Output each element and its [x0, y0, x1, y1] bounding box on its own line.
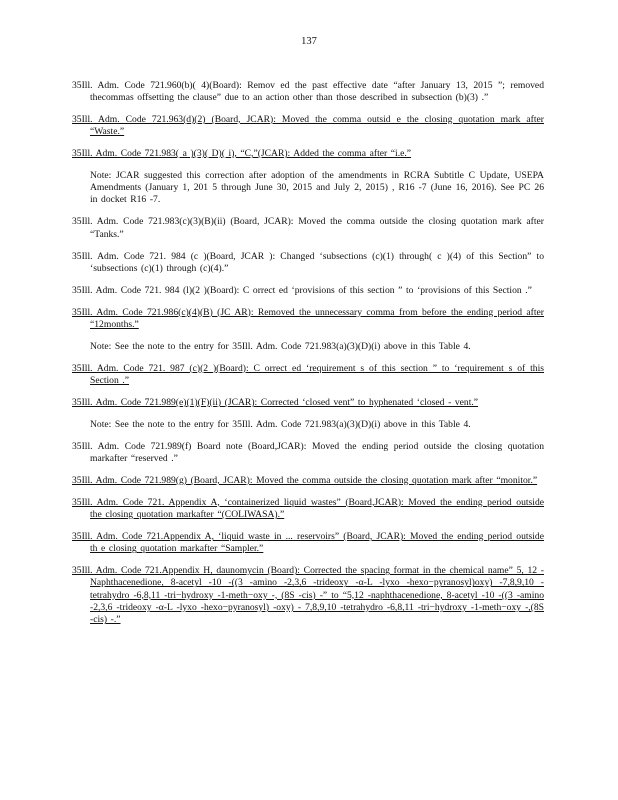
list-item: 35Ill. Adm. Code 721.983( a )(3)( D)( i), “C,”(JCAR): Added the comma after “i.e.”	[72, 147, 412, 159]
list-item: 35Ill. Adm. Code 721.Appendix H, daunomycin (Board): Corrected the spacing format in the chemical name” 5, 12 -Naphthacenedione, 8-acetyl -10 -((3 -amino -2,3,6 -trideoxy -α-L -lyxo -hexo−pyranosyl)oxy) -7,8,9,10 -tetrahydro -6,8,11 -tri−hydroxy -1-meth−oxy -, (8S -cis) -” to “5,12 -naphthacenedione, 8-acetyl -10 -((3 -amino -2,3,6 -trideoxy -α-L -lyxo -hexo−pyranosyl) -oxy) - 7,8,9,10 -tetrahydro -6,8,11 -tri−hydroxy -1-meth−oxy -,(8S -cis) -.”	[72, 565, 544, 626]
note-paragraph: Note: JCAR suggested this correction after adoption of the amendments in RCRA Subtitle C Update, USEPA Amendments (January 1, 201 5 through June 30, 2015 and July 2, 2015) , R16 -7 (June 16, 2016). See PC 26 in docket R16 -7.	[90, 169, 544, 206]
corrections-list	[72, 70, 544, 634]
list-item: 35Ill. Adm. Code 721.989(e)(1)(F)(ii) (JCAR): Corrected ‘closed vent” to hyphenated ‘closed - vent.”	[72, 396, 479, 408]
list-item: 35Ill. Adm. Code 721.963(d)(2) (Board, JCAR): Moved the comma outsid e the closing quotation mark after “Waste.”	[72, 113, 544, 138]
list-item: 35Ill. Adm. Code 721.986(c)(4)(B) (JC AR): Removed the unnecessary comma from before the ending period after “12months.”	[72, 306, 544, 330]
list-item: 35Ill. Adm. Code 721.989(f) Board note (Board,JCAR): Moved the ending period outside the closing quotation markafter “reserved .”	[72, 440, 544, 464]
list-item: 35Ill. Adm. Code 721. 984 (l)(2 )(Board): C orrect ed ‘provisions of this section ” to ‘provisions of this Section .”	[72, 284, 532, 296]
list-item: 35Ill. Adm. Code 721. 987 (c)(2 )(Board): C orrect ed ‘requirement s of this section ” to ‘requirement s of this Section .”	[72, 362, 544, 386]
list-item: 35Ill. Adm. Code 721. Appendix A, ‘containerized liquid wastes” (Board,JCAR): Moved the ending period outside the closing quotation markafter “(COLIWASA).”	[72, 496, 544, 521]
list-item: 35Ill. Adm. Code 721.983(c)(3)(B)(ii) (Board, JCAR): Moved the comma outside the closing quotation mark after “Tanks.”	[72, 216, 544, 240]
note-paragraph: Note: See the note to the entry for 35Ill. Adm. Code 721.983(a)(3)(D)(i) above in this Table 4.	[90, 418, 471, 430]
note-paragraph: Note: See the note to the entry for 35Ill. Adm. Code 721.983(a)(3)(D)(i) above in this Table 4.	[90, 340, 471, 352]
list-item: 35Ill. Adm. Code 721.Appendix A, ‘liquid waste in ... reservoirs” (Board, JCAR): Moved the ending period outside th e closing quotation markafter “Sampler.”	[72, 530, 544, 555]
list-item: 35Ill. Adm. Code 721.960(b)( 4)(Board): Remov ed the past effective date “after January 13, 2015 ”; removed thecommas offsetting the clause” due to an action other than those described in subsection (b)(3) .”	[72, 79, 544, 103]
page-number: 137	[301, 36, 317, 47]
list-item: 35Ill. Adm. Code 721. 984 (c )(Board, JCAR ): Changed ‘subsections (c)(1) through( c )(4) of this Section” to ‘subsections (c)(1) through (c)(4).”	[72, 250, 544, 274]
list-item: 35Ill. Adm. Code 721.989(g) (Board, JCAR): Moved the comma outside the closing quotation mark after “monitor.”	[72, 474, 538, 486]
